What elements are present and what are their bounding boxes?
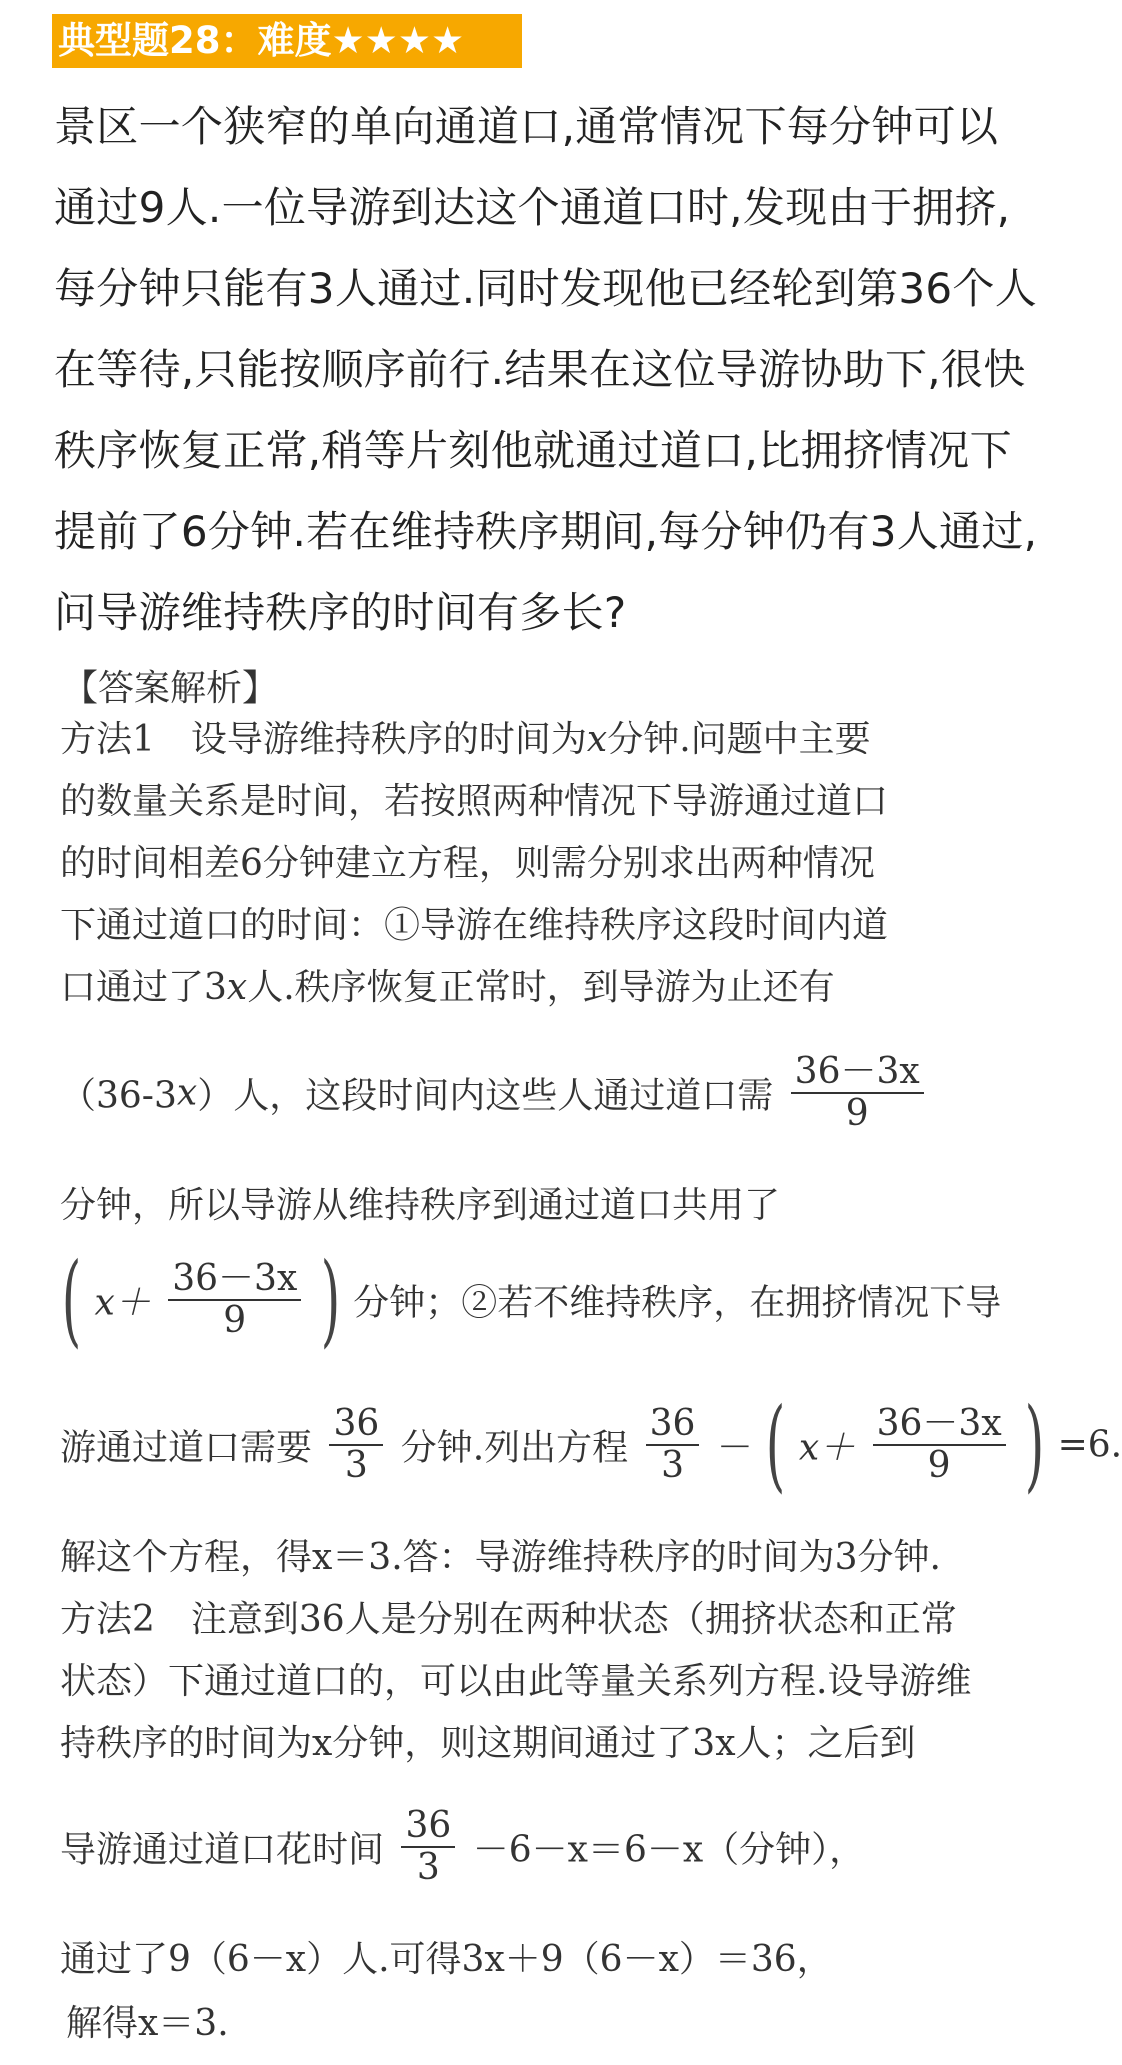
fraction-numerator: 36－3x [794,1051,920,1092]
text-segment: （36-3 [60,1075,177,1117]
minus-sign: － [716,1427,753,1469]
variable-x: x [176,1072,198,1114]
answer-heading: 【答案解析】 [62,668,279,709]
solution-line: 分钟，所以导游从维持秩序到通过道口共用了 [60,1185,781,1226]
fraction-36-over-3 [329,1404,383,1486]
fraction-numerator: 36 [333,1403,380,1444]
text-segment: ）人，这段时间内这些人通过道口需 [197,1075,774,1117]
solution-line: 解得x＝3. [66,2003,229,2044]
variable-x: x [226,967,248,1008]
fraction-denominator: 3 [646,1444,700,1486]
solution-line: 通过了9（6－x）人.可得3x＋9（6－x）＝36， [60,1939,833,1980]
problem-line: 景区一个狭窄的单向通道口,通常情况下每分钟可以 [54,102,999,151]
text-segment: 导游通过道口花时间 [60,1829,385,1871]
problem-title-badge: 典型题28：难度★★★★ [52,14,522,68]
solution-line: 下通过道口的时间：①导游在维持秩序这段时间内道 [60,905,889,946]
text-segment: －6－x＝6－x（分钟）， [472,1829,866,1871]
expression-x-plus: x＋ [798,1427,856,1469]
text-segment: 分钟；②若不维持秩序，在拥挤情况下导 [353,1282,1002,1324]
variable-x: x [586,719,608,760]
fraction-36-3x-over-9 [873,1404,1006,1486]
equals-six: =6 [1057,1424,1111,1466]
solution-line: 状态）下通过道口的，可以由此等量关系列方程.设导游维 [60,1661,972,1702]
fraction-denominator: 3 [329,1444,383,1486]
fraction-36-over-3 [646,1404,700,1486]
problem-line: 通过9人.一位导游到达这个通道口时,发现由于拥挤, [54,183,1011,232]
fraction-numerator: 36 [649,1403,696,1444]
right-paren: ) [1024,1386,1045,1503]
solution-line-with-fraction [60,1806,1060,1888]
solution-line: 持秩序的时间为x分钟，则这期间通过了3x人；之后到 [60,1723,916,1764]
solution-equation-line [60,1386,1122,1503]
solution-line [60,719,1060,760]
problem-line: 提前了6分钟.若在维持秩序期间,每分钟仍有3人通过, [54,507,1038,556]
fraction-36-3x-over-9 [791,1052,924,1134]
solution-line: 的时间相差6分钟建立方程，则需分别求出两种情况 [60,843,875,884]
solution-line-with-parentheses [60,1241,1060,1358]
solution-line: 方法2 注意到36人是分别在两种状态（拥挤状态和正常 [60,1599,957,1640]
left-paren: ( [61,1241,82,1358]
fraction-numerator: 36－3x [876,1403,1002,1444]
solution-line: 解这个方程，得x＝3.答：导游维持秩序的时间为3分钟. [60,1537,941,1578]
problem-line: 问导游维持秩序的时间有多长? [54,588,627,637]
problem-statement [54,86,1044,653]
text-segment: 人.秩序恢复正常时，到导游为止还有 [247,967,835,1008]
fraction-denominator: 3 [401,1846,455,1888]
right-paren: ) [320,1241,340,1358]
text-segment: 方法1 设导游维持秩序的时间为 [60,719,587,760]
fraction-numerator: 36 [405,1805,452,1846]
expression-x-plus: x＋ [94,1282,151,1324]
text-segment: 分钟.问题中主要 [607,719,871,760]
fraction-36-over-3 [401,1806,455,1888]
fraction-denominator: 9 [873,1444,1006,1486]
fraction-36-3x-over-9 [168,1259,301,1341]
solution-line [60,967,1060,1008]
problem-line: 秩序恢复正常,稍等片刻他就通过道口,比拥挤情况下 [54,426,1012,475]
fraction-denominator: 9 [791,1092,924,1134]
solution-line-with-fraction [60,1052,1060,1134]
problem-line: 每分钟只能有3人通过.同时发现他已经轮到第36个人 [54,264,1038,313]
fraction-denominator: 9 [168,1299,301,1341]
text-segment: 口通过了3 [60,967,227,1008]
solution-line: 的数量关系是时间，若按照两种情况下导游通过道口 [60,781,889,822]
left-paren: ( [766,1386,786,1503]
period: . [1110,1424,1122,1466]
text-segment: 分钟.列出方程 [400,1427,629,1469]
problem-line: 在等待,只能按顺序前行.结果在这位导游协助下,很快 [54,345,1026,394]
fraction-numerator: 36－3x [172,1258,298,1299]
text-segment: 游通过道口需要 [60,1427,313,1469]
